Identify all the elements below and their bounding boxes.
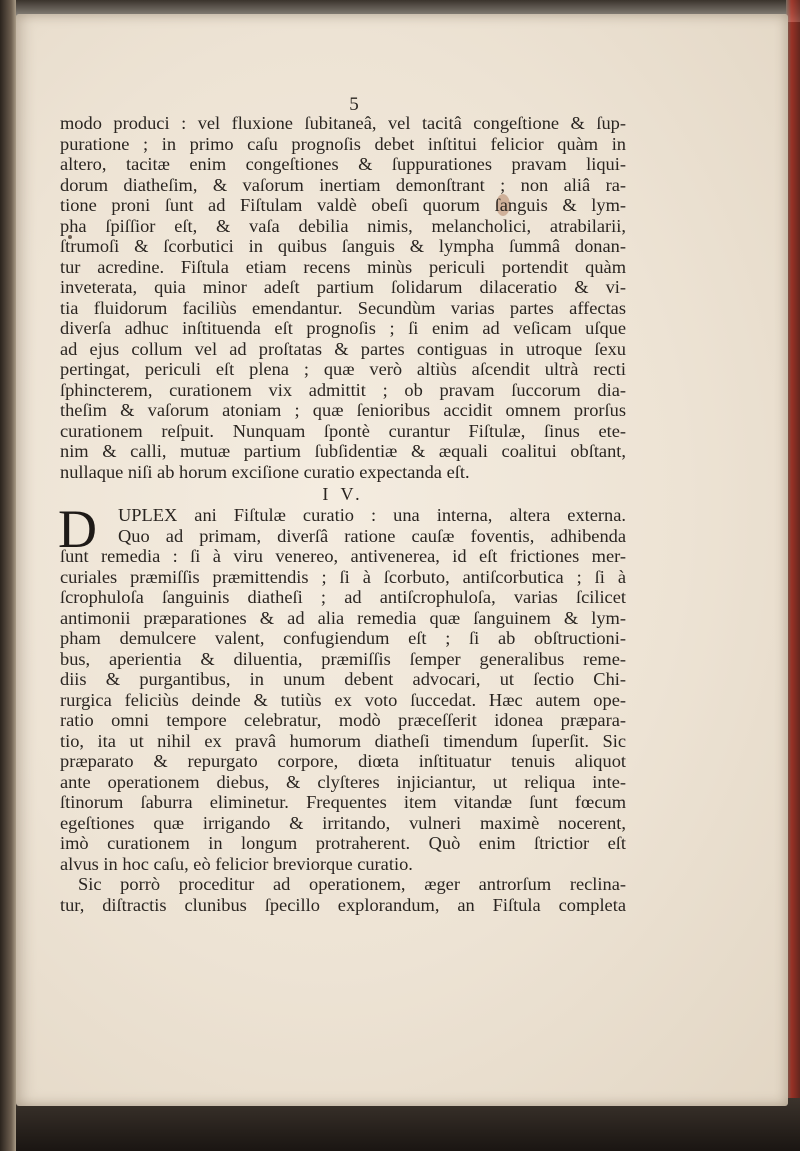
paragraph2-line: tio, ita ut nihil ex pravâ humorum diatheſi timendum ſuperſit. Sic xyxy=(60,730,626,751)
paragraph2-line: diis & purgantibus, in unum debent advocari, ut ſectio Chi- xyxy=(60,669,626,689)
paragraph1-line: nim & calli, mutuæ partium ſubſidentiæ & æquali coalitui obſtant, xyxy=(60,441,626,461)
paragraph1-line: ſtrumoſi & ſcorbutici in quibus ſanguis & lympha ſummâ donan- xyxy=(60,236,626,256)
paragraph1-line: ad ejus collum vel ad proſtatas & partes contiguas in utroque ſexu xyxy=(60,338,626,359)
paragraph-2-line-1: UPLEX ani Fiſtulæ curatio : una interna, altera externa. xyxy=(118,505,626,525)
paragraph2-line: bus, aperientia & diluentia, præmiſſis ſemper generalibus reme- xyxy=(60,648,626,669)
paragraph1-line: nullaque niſi ab horum exciſione curatio expectanda eſt. xyxy=(60,461,470,482)
paragraph1-line: pertingat, periculi eſt plena ; quæ verò altiùs aſcendit ultrà recti xyxy=(60,359,626,379)
paragraph-3 xyxy=(60,874,626,915)
paragraph2-line: rurgica feliciùs deinde & tutiùs ex voto ſuccedat. Hæc autem ope- xyxy=(60,689,626,710)
paragraph3-line: Sic porrò proceditur ad operationem, æger antrorſum reclina- xyxy=(78,874,626,894)
paragraph1-line: tur acredine. Fiſtula etiam recens minùs periculi portendit quàm xyxy=(60,256,626,277)
paragraph2-line: curiales præmiſſis præmittendis ; ſi à ſcorbuto, antiſcorbutica ; ſi à xyxy=(60,566,626,587)
paragraph2-line: pham demulcere valent, confugiendum eſt ; ſi ab obſtructioni- xyxy=(60,628,626,648)
paragraph-2-line-2: Quo ad primam, diverſâ ratione cauſæ foventis, adhibenda xyxy=(118,525,626,546)
paragraph2-line: ante operationem diebus, & clyſteres injiciantur, ut reliqua inte- xyxy=(60,771,626,792)
paragraph1-line: diverſa adhuc inſtituenda eſt prognoſis ; ſi enim ad veſicam uſque xyxy=(60,318,626,338)
paragraph1-line: inveterata, quia minor adeſt partium ſolidarum dilaceratio & vi- xyxy=(60,277,626,297)
paragraph2-line: ratio omni tempore celebratur, modò præceſſerit idonea præpara- xyxy=(60,710,626,730)
paragraph-2-body xyxy=(60,546,626,874)
paragraph2-line: ſunt remedia : ſi à viru venereo, antivenerea, id eſt frictiones mer- xyxy=(60,546,626,566)
paragraph1-line: curationem reſpuit. Nunquam ſpontè curantur Fiſtulæ, ſinus ete- xyxy=(60,420,626,441)
drop-cap: D xyxy=(58,499,97,559)
book-left-edge xyxy=(0,0,16,1151)
paragraph1-line: altero, tacitæ enim congeſtiones & ſuppurationes pravam liqui- xyxy=(60,154,626,174)
paragraph1-line: tia fluidorum faciliùs emendantur. Secundùm varias partes affectas xyxy=(60,297,626,318)
paragraph1-line: modo produci : vel fluxione ſubitaneâ, vel tacitâ congeſtione & ſup- xyxy=(60,113,626,133)
paragraph1-line: theſim & vaſorum atoniam ; quæ ſenioribus accidit omnem prorſus xyxy=(60,400,626,420)
paragraph1-line: ſphincterem, curationem vix admittit ; ob pravam ſuccorum dia- xyxy=(60,379,626,400)
section-heading: I V. xyxy=(322,484,364,504)
paragraph2-line: imò curationem in longum protraherent. Quò enim ſtrictior eſt xyxy=(60,833,626,853)
paragraph1-line: pha ſpiſſior eſt, & vaſa debilia nimis, melancholici, atrabilarii, xyxy=(60,215,626,236)
paragraph-1 xyxy=(60,113,626,482)
paragraph2-line: egeſtiones quæ irrigando & irritando, vulneri maximè nocerent, xyxy=(60,812,626,833)
paragraph2-line: antimonii præparationes & ad alia remedia quæ ſanguinem & lym- xyxy=(60,607,626,628)
paragraph2-line: alvus in hoc caſu, eò felicior breviorque curatio. xyxy=(60,853,413,874)
page-number: 5 xyxy=(349,94,359,115)
paragraph1-line: puratione ; in primo caſu prognoſis debet inſtitui felicior quàm in xyxy=(60,133,626,154)
paragraph3-line: tur, diſtractis clunibus ſpecillo explorandum, an Fiſtula completa xyxy=(60,894,626,915)
text-block xyxy=(60,113,626,915)
paragraph1-line: dorum diatheſim, & vaſorum inertiam demonſtrant ; non aliâ ra- xyxy=(60,174,626,195)
paragraph2-line: præparato & repurgato corpore, diœta inſtituatur tenuis aliquot xyxy=(60,751,626,771)
paragraph2-line: ſtinorum ſaburra eliminetur. Frequentes item vitandæ ſunt fœcum xyxy=(60,792,626,812)
paragraph1-line: tione proni ſunt ad Fiſtulam valdè obeſi quorum ſanguis & lym- xyxy=(60,195,626,215)
paragraph-2 xyxy=(58,499,626,874)
paragraph2-line: ſcrophuloſa ſanguinis diatheſi ; ad antiſcrophuloſa, varias ſcilicet xyxy=(60,587,626,607)
book-right-edge xyxy=(786,0,800,1151)
